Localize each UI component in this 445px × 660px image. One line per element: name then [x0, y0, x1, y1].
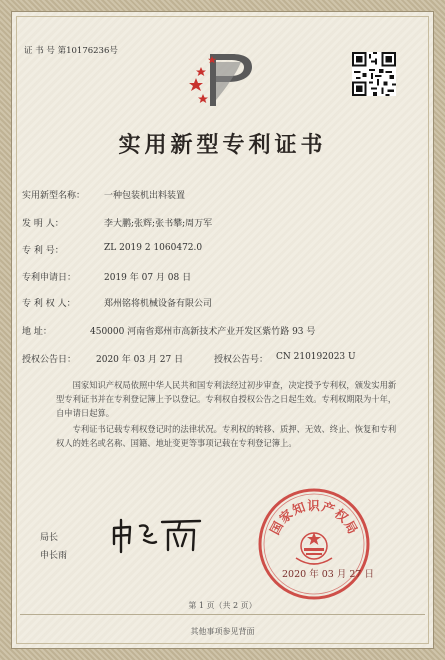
field-label-inventor: 发 明 人：	[22, 219, 64, 229]
signature-name: 申长雨	[40, 551, 68, 561]
cnipa-logo-icon	[186, 48, 262, 112]
field-value-patent-number: ZL 2019 2 1060472.0	[104, 243, 203, 253]
grant-number-value: CN 210192023 U	[276, 352, 356, 362]
svg-text:国家知识产权局	[267, 498, 361, 537]
field-value-name: 一种包装机出料装置	[104, 191, 186, 201]
page-indicator: 第 1 页（共 2 页）	[188, 601, 257, 610]
field-value-inventor: 李大鹏;张辉;张书攀;周万军	[104, 219, 213, 229]
field-value-address: 450000 河南省郑州市高新技术产业开发区紫竹路 93 号	[90, 327, 316, 337]
grant-number-label: 授权公告号：	[214, 355, 269, 365]
signature-title: 局长	[40, 533, 59, 543]
body-paragraph-2: 专利证书记载专利权登记时的法律状况。专利权的转移、质押、无效、终止、恢复和专利权人的姓名或名称、国籍、地址变更等事项记载在专利登记簿上。	[56, 424, 397, 448]
seal-text: 国家知识产权局	[266, 497, 362, 538]
document-title: 实用新型专利证书	[118, 132, 327, 158]
footer-note: 其他事项参见背面	[190, 627, 255, 636]
field-value-patentee: 郑州铭将机械设备有限公司	[104, 299, 213, 309]
field-value-application-date: 2019 年 07 月 08 日	[104, 273, 192, 283]
field-label-address: 地 址：	[22, 327, 52, 337]
handwritten-signature-icon	[108, 512, 204, 556]
grant-date-label: 授权公告日：	[22, 355, 77, 365]
field-label-name: 实用新型名称：	[22, 191, 86, 201]
official-seal-icon	[256, 486, 372, 602]
grant-date-value: 2020 年 03 月 27 日	[96, 355, 184, 365]
field-label-patentee: 专 利 权 人：	[22, 299, 76, 309]
field-label-patent-number: 专 利 号：	[22, 246, 64, 256]
stamp-date: 2020 年 03 月 27 日	[282, 569, 374, 580]
footer-divider	[20, 614, 425, 615]
qr-code-icon	[352, 52, 396, 96]
field-label-application-date: 专利申请日：	[22, 273, 77, 283]
certificate-number: 证 书 号 第10176236号	[24, 46, 118, 56]
body-paragraph-1: 国家知识产权局依照中华人民共和国专利法经过初步审查，决定授予专利权，颁发实用新型专利证书并在专利登记簿上予以登记。专利权自授权公告之日起生效。专利权期限为十年，自申请日起算。	[56, 380, 397, 418]
